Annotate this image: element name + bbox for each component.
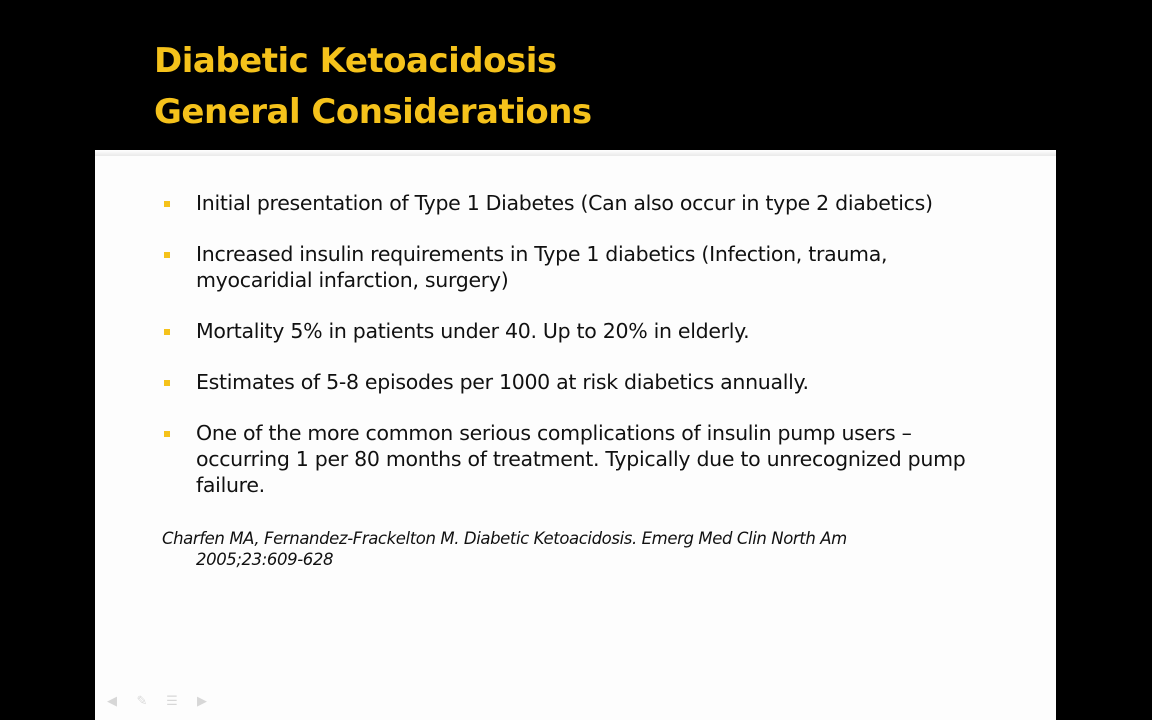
bullet-item: [162, 241, 1002, 293]
slide-title-line-1: Diabetic Ketoacidosis: [154, 41, 557, 81]
citation-line-1: Charfen MA, Fernandez-Frackelton M. Diabetic Ketoacidosis. Emerg Med Clin North Am: [162, 529, 847, 548]
menu-icon[interactable]: ☰: [166, 694, 178, 709]
slide-title: [154, 36, 592, 138]
arrow-left-icon[interactable]: ◀: [107, 694, 117, 709]
citation: [162, 528, 962, 570]
square-bullet-icon: [164, 380, 170, 386]
bullet-text: Mortality 5% in patients under 40. Up to 20% in elderly.: [196, 319, 750, 343]
slideshow-nav-controls: [102, 694, 212, 710]
bullet-text: One of the more common serious complications of insulin pump users – occurring 1 per 80 months of treatment. Typically due to unrecognized pump failure.: [196, 421, 966, 497]
square-bullet-icon: [164, 431, 170, 437]
bullet-list: [162, 190, 1002, 523]
bullet-text: Estimates of 5-8 episodes per 1000 at risk diabetics annually.: [196, 370, 809, 394]
arrow-right-icon[interactable]: ▶: [197, 694, 207, 709]
square-bullet-icon: [164, 329, 170, 335]
pen-icon[interactable]: ✎: [136, 694, 148, 709]
bullet-item: [162, 369, 1002, 395]
square-bullet-icon: [164, 201, 170, 207]
slide-title-line-2: General Considerations: [154, 92, 592, 132]
bullet-item: [162, 190, 1002, 216]
bullet-item: [162, 318, 1002, 344]
bullet-text: Initial presentation of Type 1 Diabetes (Can also occur in type 2 diabetics): [196, 191, 933, 215]
square-bullet-icon: [164, 252, 170, 258]
citation-line-2: 2005;23:609-628: [196, 550, 334, 569]
bullet-text: Increased insulin requirements in Type 1 diabetics (Infection, trauma, myocaridial infarction, surgery): [196, 242, 888, 292]
bullet-item: [162, 420, 1002, 498]
panel-divider: [95, 150, 1056, 156]
